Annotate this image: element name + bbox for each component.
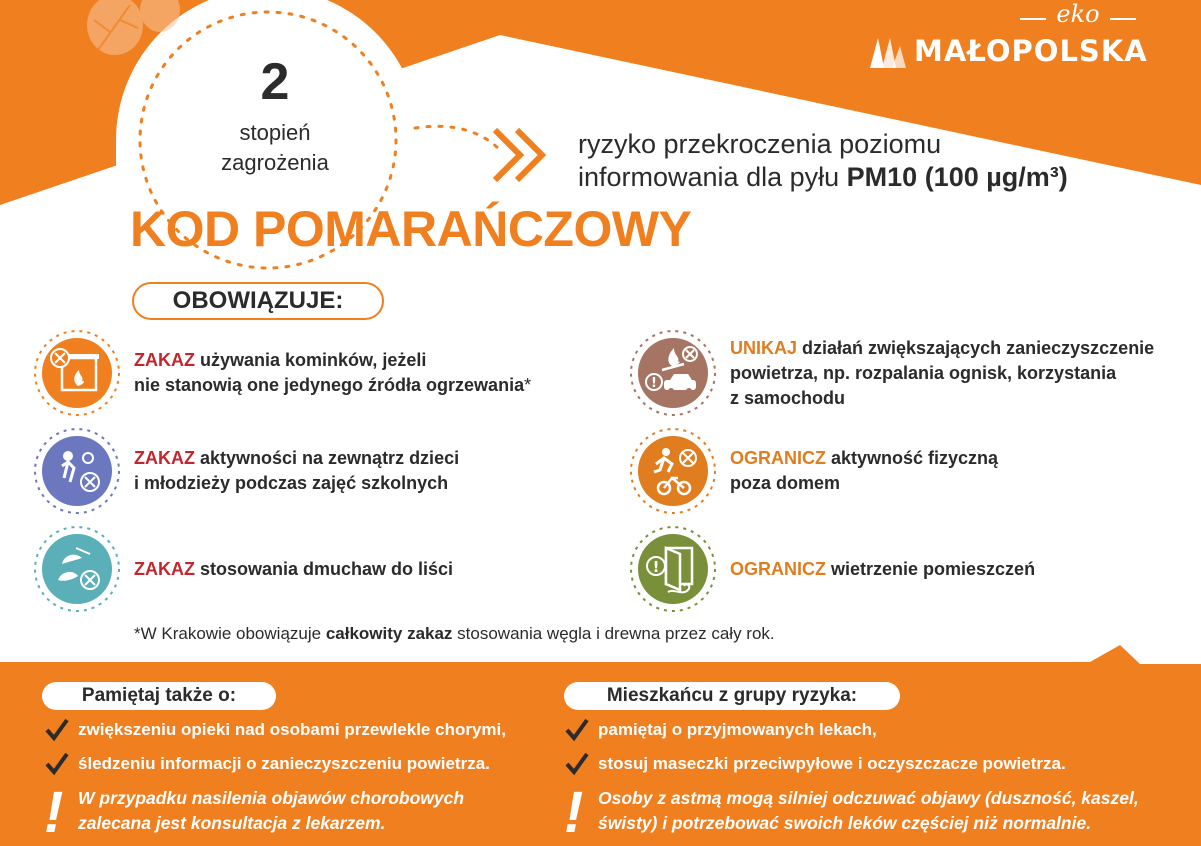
bottom-right-item-1-text: pamiętaj o przyjmowanych lekach, <box>598 720 877 739</box>
risk-line2 <box>578 161 1068 194</box>
footnote-suffix: stosowania węgla i drewna przez cały rok. <box>452 624 775 643</box>
right-item-1-text1: działań zwiększających zanieczyszczenie <box>797 337 1155 358</box>
bottom-right-item-1 <box>564 718 877 742</box>
leaf-blower-ban-icon <box>32 524 122 614</box>
bottom-right-warning-text <box>598 786 1139 836</box>
exclamation-icon: ! <box>44 780 64 845</box>
exclamation-icon: ! <box>564 780 584 845</box>
children-outdoor-ban-icon <box>32 426 122 516</box>
right-item-2-line2: poza domem <box>730 473 841 493</box>
bottom-left-warning-line2: zalecana jest konsultacja z lekarzem. <box>78 813 386 833</box>
right-item-3 <box>628 524 1035 614</box>
left-item-3-line1 <box>134 557 453 582</box>
bottom-left-warning <box>44 780 465 845</box>
bottom-left-item-1-text: zwiększeniu opieki nad osobami przewlekle chorymi, <box>78 720 506 739</box>
remember-also-pill: Pamiętaj także o: <box>42 682 276 710</box>
left-item-2 <box>32 426 459 516</box>
bottom-left-warning-text <box>78 786 464 836</box>
risk-line2-prefix: informowania dla pyłu <box>578 162 847 192</box>
logo <box>868 34 1148 68</box>
checkmark-icon <box>44 752 70 776</box>
checkmark-icon <box>564 752 590 776</box>
avoid-keyword: UNIKAJ <box>730 337 798 358</box>
footnote <box>134 624 775 644</box>
malopolska-logo-icon <box>868 34 906 68</box>
footnote-bold: całkowity zakaz <box>325 624 453 643</box>
left-item-1-line1 <box>134 348 531 373</box>
left-item-1-text <box>134 348 531 398</box>
right-item-1-line1 <box>730 336 1154 361</box>
left-item-1-line2 <box>134 373 531 398</box>
sport-limit-icon <box>628 426 718 516</box>
window-airing-icon <box>628 524 718 614</box>
checkmark-icon <box>564 718 590 742</box>
right-item-1 <box>628 328 1154 418</box>
left-item-2-text1: aktywności na zewnątrz dzieci <box>195 448 460 468</box>
checkmark-icon <box>44 718 70 742</box>
ban-keyword: ZAKAZ <box>134 448 195 468</box>
risk-description <box>578 128 1068 194</box>
fireplace-ban-icon <box>32 328 122 418</box>
left-item-1 <box>32 328 531 418</box>
degree-number: 2 <box>260 53 290 111</box>
bottom-right-warning-line2: świsty) i potrzebować swoich leków częściej niż normalnie. <box>598 813 1092 833</box>
risk-group-pill: Mieszkańcu z grupy ryzyka: <box>564 682 900 710</box>
left-item-2-text <box>134 446 459 496</box>
bottom-left-item-2 <box>44 752 490 776</box>
bottom-right-warning-line1: Osoby z astmą mogą silniej odczuwać objawy (duszność, kaszel, <box>598 788 1139 808</box>
degree-label-line1: stopień <box>239 120 311 145</box>
limit-keyword: OGRANICZ <box>730 448 826 468</box>
left-item-1-text2: nie stanowią one jedynego źródła ogrzewania <box>134 375 525 395</box>
left-item-2-line2: i młodzieży podczas zajęć szkolnych <box>134 473 449 493</box>
obowiazuje-pill: OBOWIĄZUJE: <box>132 282 384 320</box>
bottom-left-item-1 <box>44 718 506 742</box>
right-item-1-line2: powietrza, np. rozpalania ognisk, korzystania <box>730 362 1117 383</box>
bottom-left-item-2-text: śledzeniu informacji o zanieczyszczeniu powietrza. <box>78 754 490 773</box>
right-item-3-text <box>730 557 1035 582</box>
ban-keyword: ZAKAZ <box>134 558 195 579</box>
limit-keyword: OGRANICZ <box>730 558 826 579</box>
right-item-3-line1 <box>730 557 1035 582</box>
bottom-right-warning <box>564 780 1139 845</box>
left-item-1-text1: używania kominków, jeżeli <box>195 350 427 370</box>
left-item-3-text1: stosowania dmuchaw do liści <box>195 558 454 579</box>
bonfire-car-icon <box>628 328 718 418</box>
risk-pm10: PM10 (100 µg/m³) <box>846 162 1068 192</box>
degree-label <box>190 118 360 178</box>
logo-eko-text <box>1018 0 1138 28</box>
risk-line1: ryzyko przekroczenia poziomu <box>578 129 942 159</box>
svg-text:!: ! <box>651 376 657 391</box>
right-item-1-line3: z samochodu <box>730 387 846 408</box>
ban-keyword: ZAKAZ <box>134 350 195 370</box>
degree-label-line2: zagrożenia <box>221 150 329 175</box>
svg-text:!: ! <box>652 558 660 576</box>
right-item-2-line1 <box>730 446 998 471</box>
right-item-1-text <box>730 336 1154 411</box>
logo-eko-label: eko <box>1056 0 1100 28</box>
left-item-3 <box>32 524 453 614</box>
right-item-2-text1: aktywność fizyczną <box>826 448 999 468</box>
bottom-right-item-2-text: stosuj maseczki przeciwpyłowe i oczyszczacze powietrza. <box>598 754 1066 773</box>
right-item-2-text <box>730 446 998 496</box>
logo-eko-lines <box>1018 16 1138 22</box>
left-item-1-asterisk: * <box>524 375 532 395</box>
logo-name: MAŁOPOLSKA <box>914 34 1148 68</box>
left-item-2-line1 <box>134 446 459 471</box>
footnote-prefix: *W Krakowie obowiązuje <box>134 624 326 643</box>
bottom-left-warning-line1: W przypadku nasilenia objawów chorobowych <box>78 788 465 808</box>
left-item-3-text <box>134 557 453 582</box>
right-item-3-text1: wietrzenie pomieszczeń <box>826 558 1036 579</box>
right-item-2 <box>628 426 998 516</box>
code-title: KOD POMARAŃCZOWY <box>130 201 692 257</box>
bottom-right-item-2 <box>564 752 1066 776</box>
